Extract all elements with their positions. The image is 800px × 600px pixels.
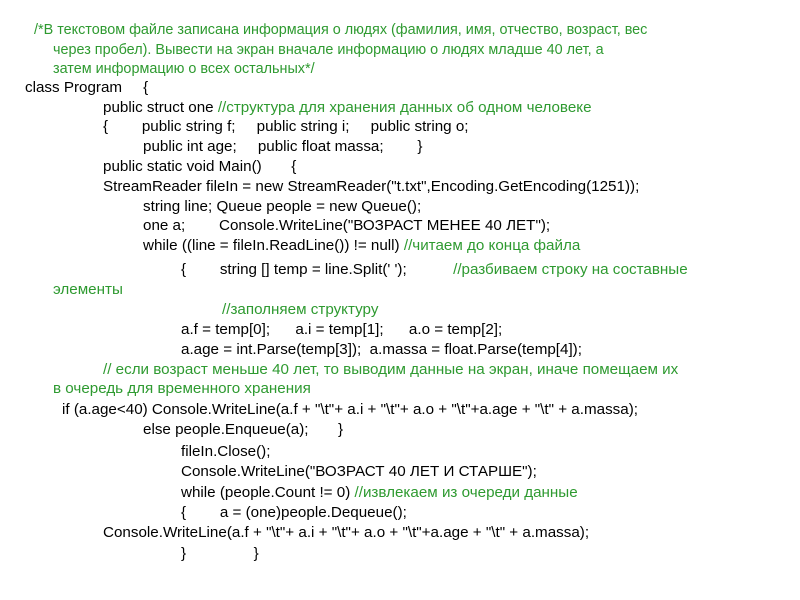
code-text: { public string f; public string i; public string o; xyxy=(103,118,469,135)
code-line xyxy=(181,483,578,503)
code-comment: //разбиваем строку на составные xyxy=(453,261,688,278)
code-line xyxy=(62,400,638,420)
code-line xyxy=(181,544,259,564)
code-line xyxy=(53,40,604,60)
code-text: StreamReader fileIn = new StreamReader("t.txt",Encoding.GetEncoding(1251)); xyxy=(103,178,640,195)
code-text: { a = (one)people.Dequeue(); xyxy=(181,504,407,521)
code-text: else people.Enqueue(a); } xyxy=(143,421,344,438)
code-comment: // если возраст меньше 40 лет, то выводим данные на экран, иначе помещаем их xyxy=(103,361,679,378)
code-line xyxy=(143,236,580,256)
code-line xyxy=(143,216,550,236)
code-text: a.f = temp[0]; a.i = temp[1]; a.o = temp[2]; xyxy=(181,321,503,338)
code-comment: затем информацию о всех остальных*/ xyxy=(53,61,315,77)
code-text: while (people.Count != 0) xyxy=(181,484,355,501)
code-text: public int age; public float massa; } xyxy=(143,138,423,155)
code-line xyxy=(25,78,148,98)
code-line xyxy=(181,503,407,523)
code-line xyxy=(181,340,582,360)
code-text: class Program { xyxy=(25,79,149,96)
code-text: public static void Main() { xyxy=(103,158,297,175)
code-text: Console.WriteLine(a.f + "\t"+ a.i + "\t"+ a.o + "\t"+a.age + "\t" + a.massa); xyxy=(103,524,590,541)
code-comment: /*В текстовом файле записана информация о людях (фамилия, имя, отчество, возраст, вес xyxy=(34,22,648,38)
code-line xyxy=(53,59,315,79)
code-line xyxy=(103,157,296,177)
code-text: public struct one xyxy=(103,99,218,116)
code-line xyxy=(181,462,537,482)
code-comment: в очередь для временного хранения xyxy=(53,380,311,397)
code-text: if (a.age<40) Console.WriteLine(a.f + "\t"+ a.i + "\t"+ a.o + "\t"+a.age + "\t" + a.massa); xyxy=(62,401,638,418)
code-line xyxy=(222,300,378,320)
code-comment: //структура для хранения данных об одном человеке xyxy=(217,99,592,116)
code-comment: //заполняем структуру xyxy=(222,301,379,318)
code-line xyxy=(143,420,343,440)
code-line xyxy=(53,280,123,300)
code-line xyxy=(143,137,422,157)
code-line xyxy=(103,523,589,543)
code-line xyxy=(103,177,639,197)
code-line xyxy=(53,379,311,399)
code-comment: //извлекаем из очереди данные xyxy=(354,484,578,501)
code-text: fileIn.Close(); xyxy=(181,443,271,460)
code-line xyxy=(103,360,678,380)
code-line xyxy=(181,320,502,340)
code-text: a.age = int.Parse(temp[3]); a.massa = float.Parse(temp[4]); xyxy=(181,341,582,358)
code-line xyxy=(103,98,592,118)
code-line xyxy=(103,117,469,137)
code-comment: //читаем до конца файла xyxy=(403,237,581,254)
code-text: while ((line = fileIn.ReadLine()) != null) xyxy=(143,237,404,254)
code-text: } } xyxy=(181,545,259,562)
code-line xyxy=(34,20,647,40)
code-line xyxy=(143,197,421,217)
code-text: string line; Queue people = new Queue(); xyxy=(143,198,422,215)
code-text: one a; Console.WriteLine("ВОЗРАСТ МЕНЕЕ 40 ЛЕТ"); xyxy=(143,217,551,234)
code-line xyxy=(181,442,270,462)
code-text: Console.WriteLine("ВОЗРАСТ 40 ЛЕТ И СТАРШЕ"); xyxy=(181,463,537,480)
code-comment: элементы xyxy=(53,281,123,298)
code-comment: через пробел). Вывести на экран вначале информацию о людях младше 40 лет, а xyxy=(53,42,604,58)
code-line xyxy=(181,260,688,280)
code-text: { string [] temp = line.Split(' '); xyxy=(181,261,454,278)
